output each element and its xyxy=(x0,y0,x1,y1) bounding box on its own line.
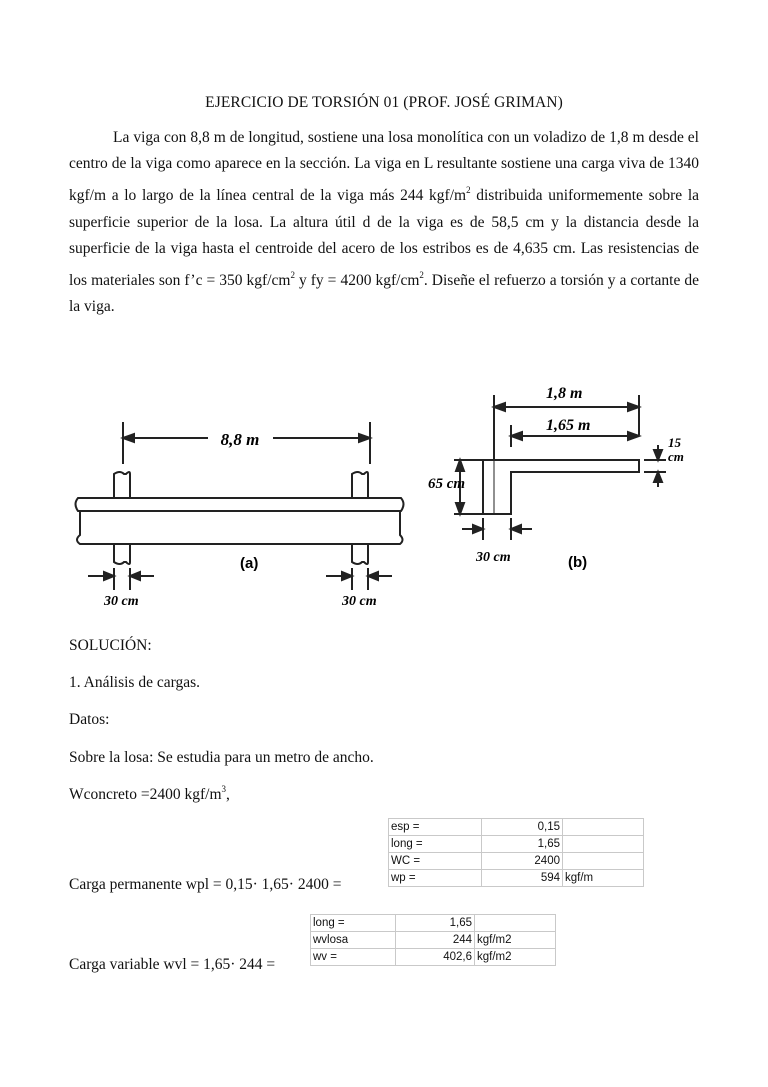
table-row xyxy=(311,932,556,949)
cell-name: esp = xyxy=(389,819,482,836)
cell-unit: kgf/m2 xyxy=(475,932,556,949)
cell-name: long = xyxy=(311,915,396,932)
slab-length-label: 1,65 m xyxy=(546,417,591,434)
cell-unit xyxy=(563,836,644,853)
table-row xyxy=(389,836,644,853)
wconcreto-line xyxy=(69,784,230,804)
page-title: EJERCICIO DE TORSIÓN 01 (PROF. JOSÉ GRIMAN) xyxy=(205,94,563,111)
problem-text-2: distribuida uniformemente sobre la superficie superior de la losa. La altura útil d de la viga es de 58,5 cm y la distancia desde la superficie de la viga hasta el centroide del acero de los estribos es de 4,635 cm. Las resistencias de los materiales son f’c = 350 kgf/cm xyxy=(69,187,700,290)
step-heading: 1. Análisis de cargas. xyxy=(69,674,201,691)
table-row xyxy=(389,870,644,887)
superscript: 2 xyxy=(419,270,424,281)
table-row xyxy=(389,853,644,870)
web-width-label: 30 cm xyxy=(476,550,511,565)
beam-elevation-figure xyxy=(68,412,408,612)
solution-heading: SOLUCIÓN: xyxy=(69,637,152,654)
cell-unit xyxy=(475,915,556,932)
carga-permanente-label: Carga permanente wpl = 0,15· 1,65· 2400 = xyxy=(69,876,342,893)
cell-value: 1,65 xyxy=(482,836,563,853)
figure-a-caption: (a) xyxy=(240,555,259,572)
problem-statement xyxy=(69,125,699,320)
l-section-figure xyxy=(420,375,700,575)
superscript: 3 xyxy=(221,784,227,794)
cell-name: WC = xyxy=(389,853,482,870)
table-row xyxy=(389,819,644,836)
left-width-label: 30 cm xyxy=(104,594,139,609)
slab-thickness-unit: cm xyxy=(668,449,684,464)
cell-unit xyxy=(563,819,644,836)
carga-variable-label: Carga variable wvl = 1,65· 244 = xyxy=(69,956,276,973)
superscript: 2 xyxy=(466,185,471,196)
losa-note: Sobre la losa: Se estudia para un metro de ancho. xyxy=(69,749,374,766)
cell-unit: kgf/m2 xyxy=(475,949,556,966)
slab-thickness-label: 15 xyxy=(668,435,681,450)
cell-unit: kgf/m xyxy=(563,870,644,887)
carga-variable-table xyxy=(310,914,556,966)
problem-text-3: y fy = 4200 kgf/cm xyxy=(294,272,420,290)
length-label: 8,8 m xyxy=(220,430,260,449)
carga-permanente-table xyxy=(388,818,644,887)
superscript: 2 xyxy=(290,270,295,281)
cell-value: 402,6 xyxy=(396,949,475,966)
table-row xyxy=(311,949,556,966)
cell-value: 594 xyxy=(482,870,563,887)
problem-text-1: La viga con 8,8 m de longitud, sostiene una losa monolítica con un voladizo de 1,8 m desde el centro de la viga como aparece en la sección. La viga en L resultante sostiene una carga viva de 1340 kgf/m a lo largo de la línea central de la viga más 244 kgf/m xyxy=(69,129,699,205)
cell-value: 244 xyxy=(396,932,475,949)
cell-name: wvlosa xyxy=(311,932,396,949)
figure-b-caption: (b) xyxy=(568,554,588,571)
cell-unit xyxy=(563,853,644,870)
wconcreto-text: Wconcreto =2400 kgf/m xyxy=(69,786,222,803)
datos-label: Datos: xyxy=(69,711,110,728)
cell-value: 0,15 xyxy=(482,819,563,836)
wconcreto-end: , xyxy=(226,786,230,803)
depth-label: 65 cm xyxy=(428,476,466,492)
cell-name: wp = xyxy=(389,870,482,887)
problem-text-4: . Diseñe el refuerzo a torsión y a cortante de la viga. xyxy=(69,272,699,316)
cell-value: 1,65 xyxy=(396,915,475,932)
cell-name: long = xyxy=(389,836,482,853)
cell-name: wv = xyxy=(311,949,396,966)
overhang-label: 1,8 m xyxy=(546,385,583,402)
cell-value: 2400 xyxy=(482,853,563,870)
right-width-label: 30 cm xyxy=(342,594,377,609)
table-row xyxy=(311,915,556,932)
